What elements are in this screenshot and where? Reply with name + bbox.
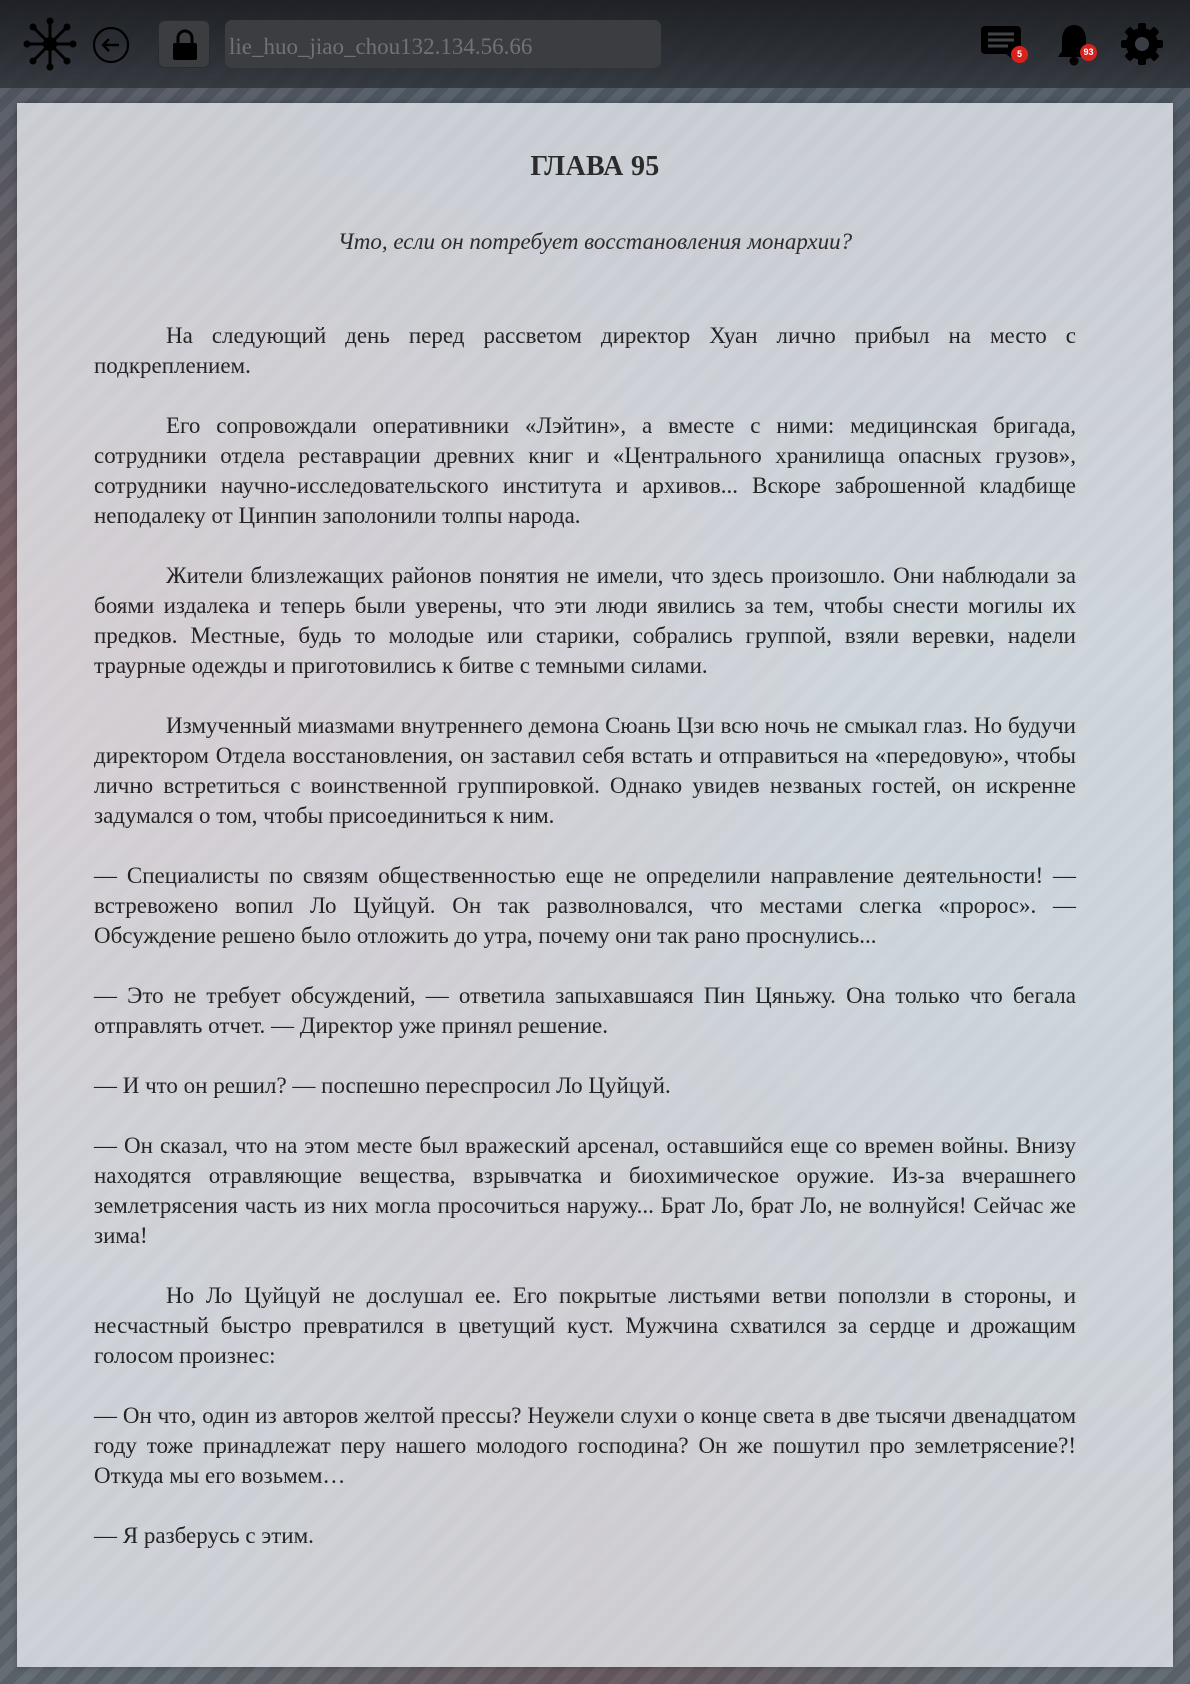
- paragraph: Жители близлежащих районов понятия не имели, что здесь произошло. Они наблюдали за боями издалека и теперь были уверены, что эти люди явились за тем, чтобы снести могилы их предков. Местные, будь то молодые или старики, собрались группой, взяли веревки, надели траурные одежды и приготовились к битве с темными силами.: [94, 563, 1076, 678]
- lock-icon: [170, 29, 200, 61]
- paragraph: На следующий день перед рассветом директор Хуан лично прибыл на место с подкреплением.: [94, 323, 1076, 378]
- paragraph: — Он сказал, что на этом месте был вражеский арсенал, оставшийся еще со времен войны. Внизу находятся отравляющие вещества, взрывчатка и биохимическое оружие. Из-за вчерашнего землетрясения часть из них могла просочиться наружу... Брат Ло, брат Ло, не волнуйся! Сейчас же зима!: [94, 1133, 1076, 1248]
- paragraph: — Он что, один из авторов желтой прессы? Неужели слухи о конце света в две тысячи двенадцатом году тоже принадлежат перу нашего молодого господина? Он же пошутил про землетрясение?! Откуда мы его возьмем…: [94, 1403, 1076, 1488]
- messages-count-badge: 5: [1011, 46, 1028, 63]
- back-arrow-icon[interactable]: [92, 26, 130, 64]
- reading-page: [17, 103, 1173, 1667]
- paragraph: Его сопровождали оперативники «Лэйтин», а вместе с ними: медицинская бригада, сотрудники отдела реставрации древних книг и «Центрального хранилища опасных грузов», сотрудники научно-исследовательского института и архивов... Вскоре заброшенной кладбище неподалеку от Цинпин заполонили толпы народа.: [94, 413, 1076, 528]
- paragraph: Но Ло Цуйцуй не дослушал ее. Его покрытые листьями ветви поползли в стороны, и несчастный быстро превратился в цветущий куст. Мужчина схватился за сердце и дрожащим голосом произнес:: [94, 1283, 1076, 1368]
- messages-button[interactable]: [980, 24, 1032, 68]
- paragraph: — Я разберусь с этим.: [94, 1523, 314, 1548]
- gear-icon: [1120, 22, 1164, 66]
- paragraph: Измученный миазмами внутреннего демона Сюань Цзи всю ночь не смыкал глаз. Но будучи директором Отдела восстановления, он заставил себя встать и отправиться на «передовую», чтобы лично встретиться с воинственной группировкой. Однако увидев незваных гостей, он искренне задумался о том, чтобы присоединиться к ним.: [94, 713, 1076, 828]
- settings-button[interactable]: [1120, 22, 1166, 68]
- network-hub-icon[interactable]: [22, 16, 78, 72]
- chapter-title: ГЛАВА 95: [530, 151, 660, 182]
- notifications-count-badge: 93: [1080, 44, 1097, 61]
- chapter-body: [94, 321, 1076, 1581]
- notifications-button[interactable]: [1056, 22, 1100, 68]
- address-input[interactable]: [225, 20, 661, 68]
- paragraph: — Специалисты по связям общественностью еще не определили направление деятельности! — встревожено вопил Ло Цуйцуй. Он так разволновался, что местами слегка «пророс». — Обсуждение решено было отложить до утра, почему они так рано проснулись...: [94, 863, 1076, 948]
- top-toolbar: [0, 0, 1190, 88]
- paragraph: — Это не требует обсуждений, — ответила запыхавшаяся Пин Цяньжу. Она только что бегала отправлять отчет. — Директор уже принял решение.: [94, 983, 1076, 1038]
- lock-button[interactable]: [158, 20, 210, 68]
- chapter-subtitle: Что, если он потребует восстановления монархии?: [337, 229, 853, 254]
- paragraph: — И что он решил? — поспешно переспросил Ло Цуйцуй.: [94, 1073, 671, 1098]
